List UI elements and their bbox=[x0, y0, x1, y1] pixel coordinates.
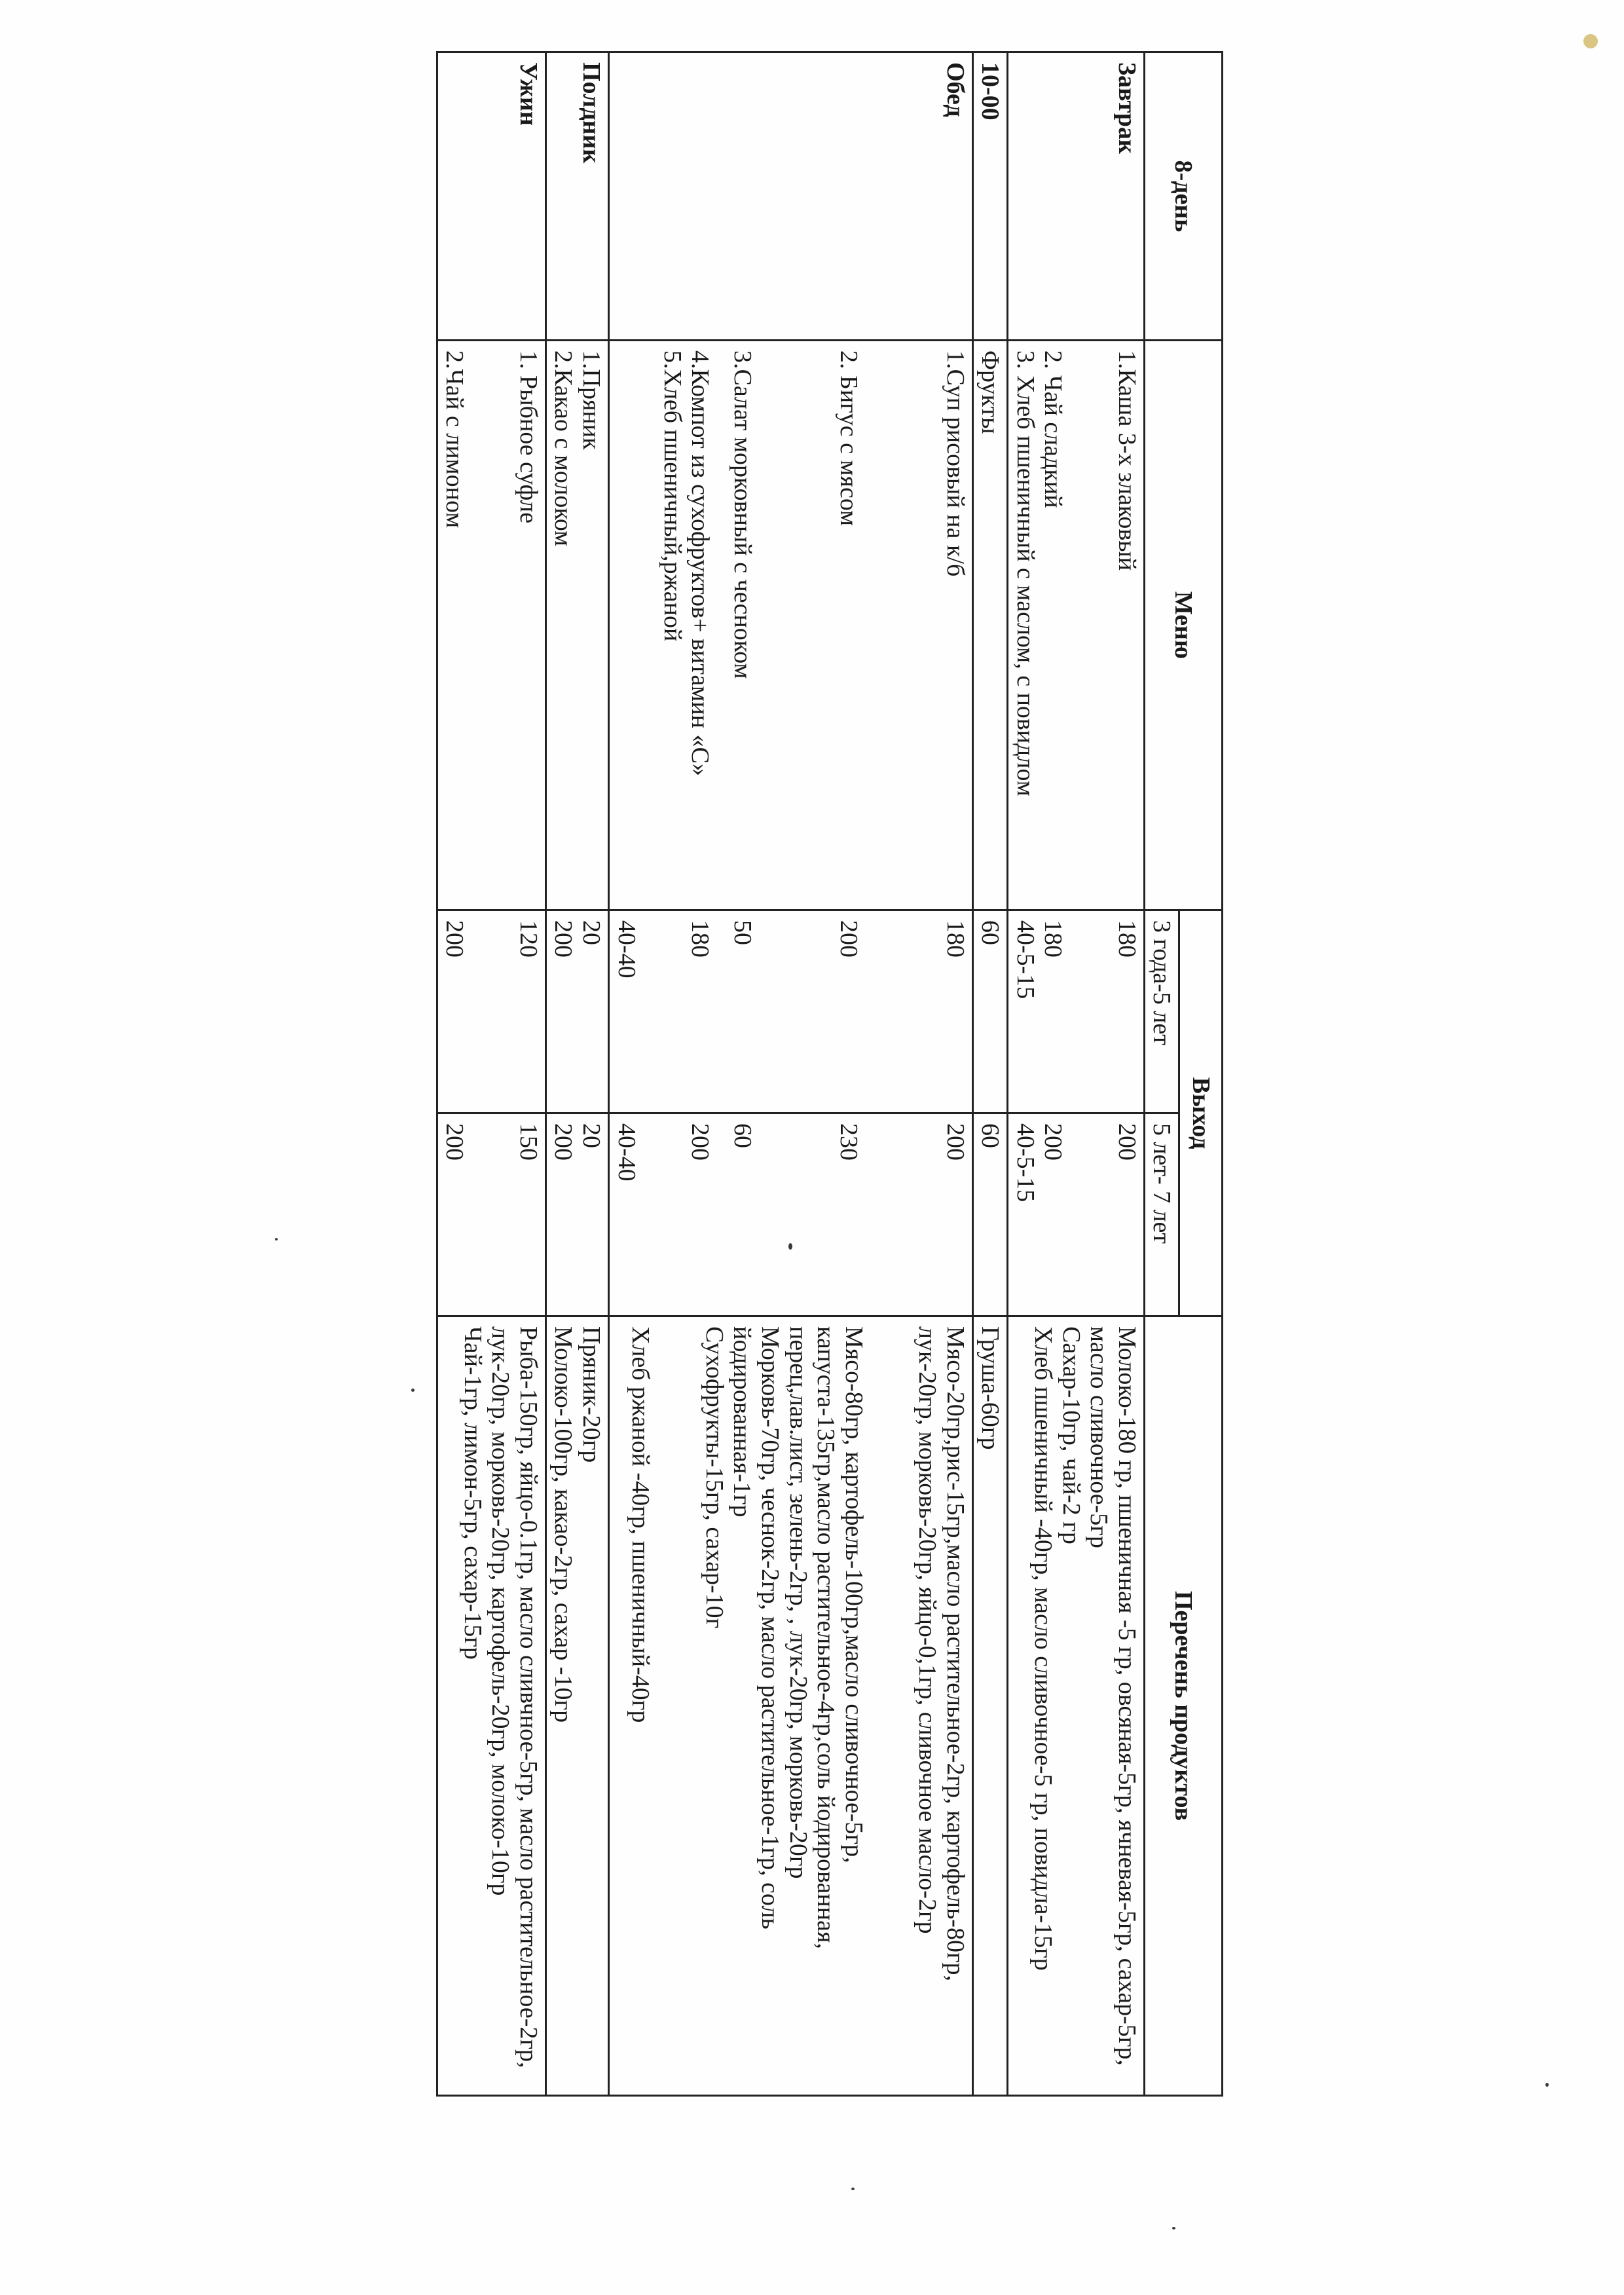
scan-speck bbox=[1545, 2083, 1549, 2087]
portion-value: 60 bbox=[728, 1123, 756, 1148]
afternoon-products bbox=[545, 1316, 608, 2096]
product-line: Хлеб пшеничный -40гр, масло сливочное-5 гр, повидла-15гр bbox=[1029, 1326, 1058, 1971]
snack10-young bbox=[972, 910, 1008, 1113]
portion-value: 200 bbox=[941, 1123, 969, 1161]
product-line: Рыба-150гр, яйцо-0.1гр, масло сливчное-5гр, масло растительное-2гр, лук-20гр, морковь-20гр, картофель-20гр, молоко-10гр bbox=[487, 1326, 542, 2068]
breakfast-items bbox=[1008, 341, 1145, 910]
snack10-label: 10-00 bbox=[972, 52, 1008, 341]
portion-value: 180 bbox=[941, 920, 969, 958]
portion-value: 150 bbox=[514, 1123, 542, 1161]
product-line: Пряник-20гр bbox=[577, 1326, 605, 1463]
age-old-header: 5 лет- 7 лет bbox=[1144, 1113, 1179, 1316]
breakfast-row bbox=[1008, 52, 1145, 2096]
portion-value: 40-40 bbox=[612, 1123, 640, 1182]
dinner-row bbox=[437, 52, 545, 2096]
menu-item: 3.Салат морковный с чесноком bbox=[728, 350, 756, 679]
portion-value: 180 bbox=[1113, 920, 1141, 958]
snack10-items bbox=[972, 341, 1008, 910]
menu-item: 2.Какао с молоком bbox=[549, 350, 578, 547]
lunch-young bbox=[608, 910, 972, 1113]
portion-value: 180 bbox=[1039, 920, 1067, 958]
scan-speck bbox=[275, 1238, 278, 1241]
menu-item: 2. Чай сладкий bbox=[1039, 350, 1067, 508]
breakfast-old bbox=[1008, 1113, 1145, 1316]
dinner-old bbox=[437, 1113, 545, 1316]
afternoon-young bbox=[545, 910, 608, 1113]
dinner-items bbox=[437, 341, 545, 910]
menu-table-frame bbox=[306, 51, 1223, 2095]
menu-item: 1.Суп рисовый на к/б bbox=[941, 350, 969, 577]
portion-value: 200 bbox=[549, 1123, 578, 1161]
afternoon-label: Полдник bbox=[545, 52, 608, 341]
portion-value: 200 bbox=[1039, 1123, 1067, 1161]
portion-value: 230 bbox=[835, 1123, 863, 1161]
header-row bbox=[1179, 52, 1223, 2096]
portion-value: 40-5-15 bbox=[1011, 1123, 1039, 1203]
portion-value: 20 bbox=[577, 1123, 605, 1148]
menu-item: 1. Рыбное суфле bbox=[514, 350, 542, 524]
products-header: Перечень продуктов bbox=[1144, 1316, 1222, 2096]
portion-value: 40-40 bbox=[612, 920, 640, 979]
portion-value: 200 bbox=[1113, 1123, 1141, 1161]
output-header: Выход bbox=[1179, 910, 1223, 1316]
breakfast-label: Завтрак bbox=[1008, 52, 1145, 341]
lunch-label: Обед bbox=[608, 52, 972, 341]
snack10-products bbox=[972, 1316, 1008, 2096]
portion-value: 200 bbox=[686, 1123, 714, 1161]
menu-item: 1.Каша 3-х злаковый bbox=[1113, 350, 1141, 571]
product-line: Хлеб ржаной -40гр, пшеничный-40гр bbox=[627, 1326, 655, 1723]
lunch-old bbox=[608, 1113, 972, 1316]
lunch-products bbox=[608, 1316, 972, 2096]
snack10-old bbox=[972, 1113, 1008, 1316]
afternoon-row bbox=[545, 52, 608, 2096]
product-line: Молоко-100гр, какао-2гр, сахар -10гр bbox=[549, 1326, 578, 1723]
menu-item: 2.Чай с лимоном bbox=[441, 350, 469, 529]
portion-value: 120 bbox=[514, 920, 542, 958]
menu-header: Меню bbox=[1144, 341, 1222, 910]
menu-item: 3. Хлеб пшеничный с маслом, с повидлом bbox=[1011, 350, 1039, 796]
product-line: Морковь-70гр, чеснок-2гр, масло растительное-1гр, соль йодированная-1гр bbox=[728, 1326, 784, 1930]
snack10-row bbox=[972, 52, 1008, 2096]
age-young-header: 3 года-5 лет bbox=[1144, 910, 1179, 1113]
dinner-young bbox=[437, 910, 545, 1113]
scan-speck bbox=[851, 2188, 855, 2190]
product-line: Сахар-10гр, чай-2 гр bbox=[1057, 1326, 1085, 1544]
menu-item: 2. Бигус с мясом bbox=[835, 350, 863, 527]
lunch-row bbox=[608, 52, 972, 2096]
portion-value: 60 bbox=[976, 1123, 1005, 1148]
product-line: Мясо-20гр,рис-15гр,масло растительное-2гр, картофель-80гр, лук-20гр, морковь-20гр, яйцо-0,1гр, сливочное масло-2гр bbox=[913, 1326, 969, 1982]
lunch-items bbox=[608, 341, 972, 910]
portion-value: 20 bbox=[577, 920, 605, 945]
product-line: Молоко-180 гр, пшеничная -5 гр, овсяная-5гр, ячневая-5гр, сахар-5гр, масло сливочное-5гр bbox=[1085, 1326, 1141, 2066]
menu-item: Фрукты bbox=[976, 350, 1005, 434]
portion-value: 200 bbox=[441, 1123, 469, 1161]
portion-value: 200 bbox=[441, 920, 469, 958]
yellow-mark bbox=[1583, 34, 1598, 48]
dinner-label: Ужин bbox=[437, 52, 545, 341]
dinner-products bbox=[437, 1316, 545, 2096]
portion-value: 60 bbox=[976, 920, 1005, 945]
breakfast-products bbox=[1008, 1316, 1145, 2096]
menu-item: 5.Хлеб пшеничный,ржаной bbox=[658, 350, 686, 642]
product-line: Груша-60гр bbox=[976, 1326, 1005, 1450]
scan-speck bbox=[1172, 2227, 1175, 2230]
breakfast-young bbox=[1008, 910, 1145, 1113]
afternoon-items bbox=[545, 341, 608, 910]
afternoon-old bbox=[545, 1113, 608, 1316]
product-line: Мясо-80гр, картофель-100гр,масло сливочное-5гр, капуста-135гр,масло растительное-4гр,соль йодированная, перец,лав.лист, зелень-2гр, , лук-20гр, морковь-20гр bbox=[784, 1326, 868, 1949]
menu-table bbox=[436, 51, 1223, 2097]
portion-value: 200 bbox=[835, 920, 863, 958]
menu-item: 1.Пряник bbox=[577, 350, 605, 450]
menu-item: 4.Компот из сухофруктов+ витамин «С» bbox=[686, 350, 714, 776]
portion-value: 200 bbox=[549, 920, 578, 958]
portion-value: 40-5-15 bbox=[1011, 920, 1039, 999]
product-line: Сухофрукты-15гр, сахар-10г bbox=[700, 1326, 728, 1629]
day-header: 8-день bbox=[1144, 52, 1222, 341]
portion-value: 50 bbox=[728, 920, 756, 945]
product-line: Чай-1гр, лимон-5гр, сахар-15гр bbox=[458, 1326, 487, 1660]
portion-value: 180 bbox=[686, 920, 714, 958]
